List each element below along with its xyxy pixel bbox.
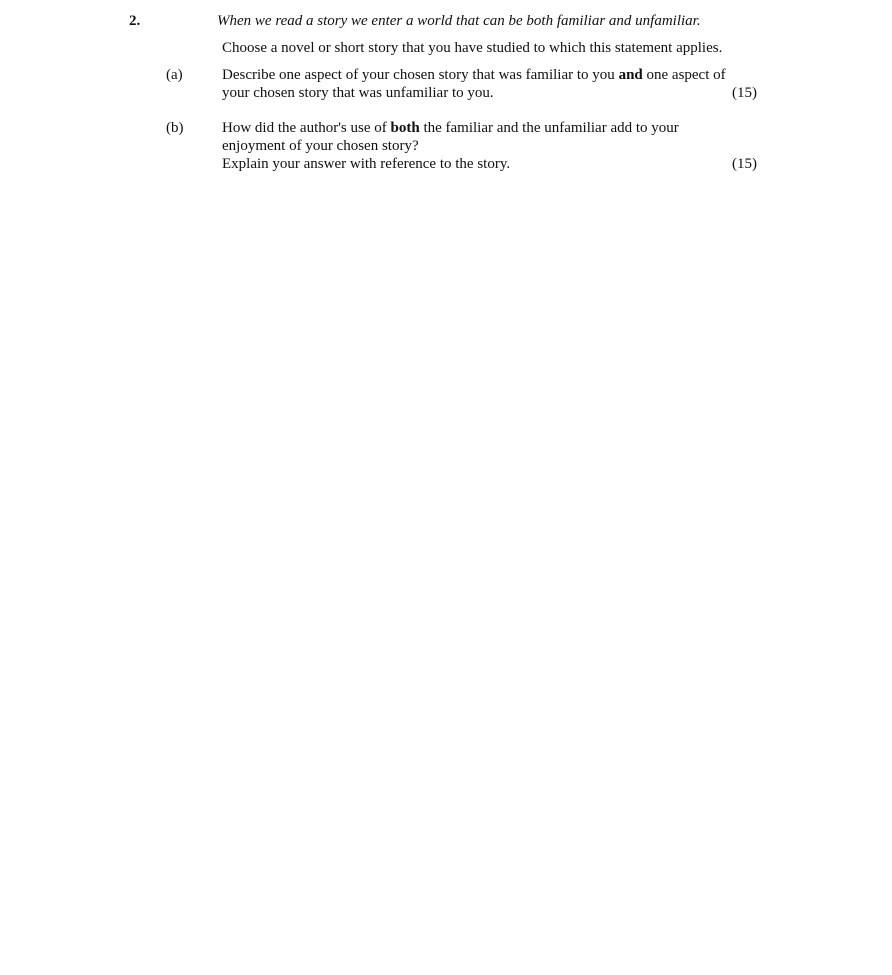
part-b-line-1-start: How did the author's use of bbox=[222, 120, 391, 136]
question-instruction: Choose a novel or short story that you have studied to which this statement applies. bbox=[222, 40, 723, 56]
part-b-marks: (15) bbox=[732, 156, 757, 172]
part-a-line-1-start: Describe one aspect of your chosen story that was familiar to you bbox=[222, 67, 619, 83]
part-a-line-2: your chosen story that was unfamiliar to you. bbox=[222, 85, 494, 101]
question-quote: When we read a story we enter a world that can be both familiar and unfamiliar. bbox=[217, 13, 701, 29]
part-a-label: (a) bbox=[166, 67, 183, 83]
part-b-line-1-end: the familiar and the unfamiliar add to your bbox=[419, 120, 679, 136]
part-b-label: (b) bbox=[166, 120, 184, 136]
part-b-emphasis: both bbox=[390, 120, 420, 136]
part-a-emphasis: and bbox=[618, 67, 643, 83]
part-a-line-1-end: one aspect of bbox=[642, 67, 726, 83]
part-b-line-3: Explain your answer with reference to the story. bbox=[222, 156, 511, 172]
part-b-line-2: enjoyment of your chosen story? bbox=[222, 138, 419, 154]
part-a-line-1 bbox=[222, 67, 726, 84]
part-b-line-1 bbox=[222, 120, 679, 137]
question-number: 2. bbox=[129, 13, 141, 29]
part-a-marks: (15) bbox=[732, 85, 757, 101]
